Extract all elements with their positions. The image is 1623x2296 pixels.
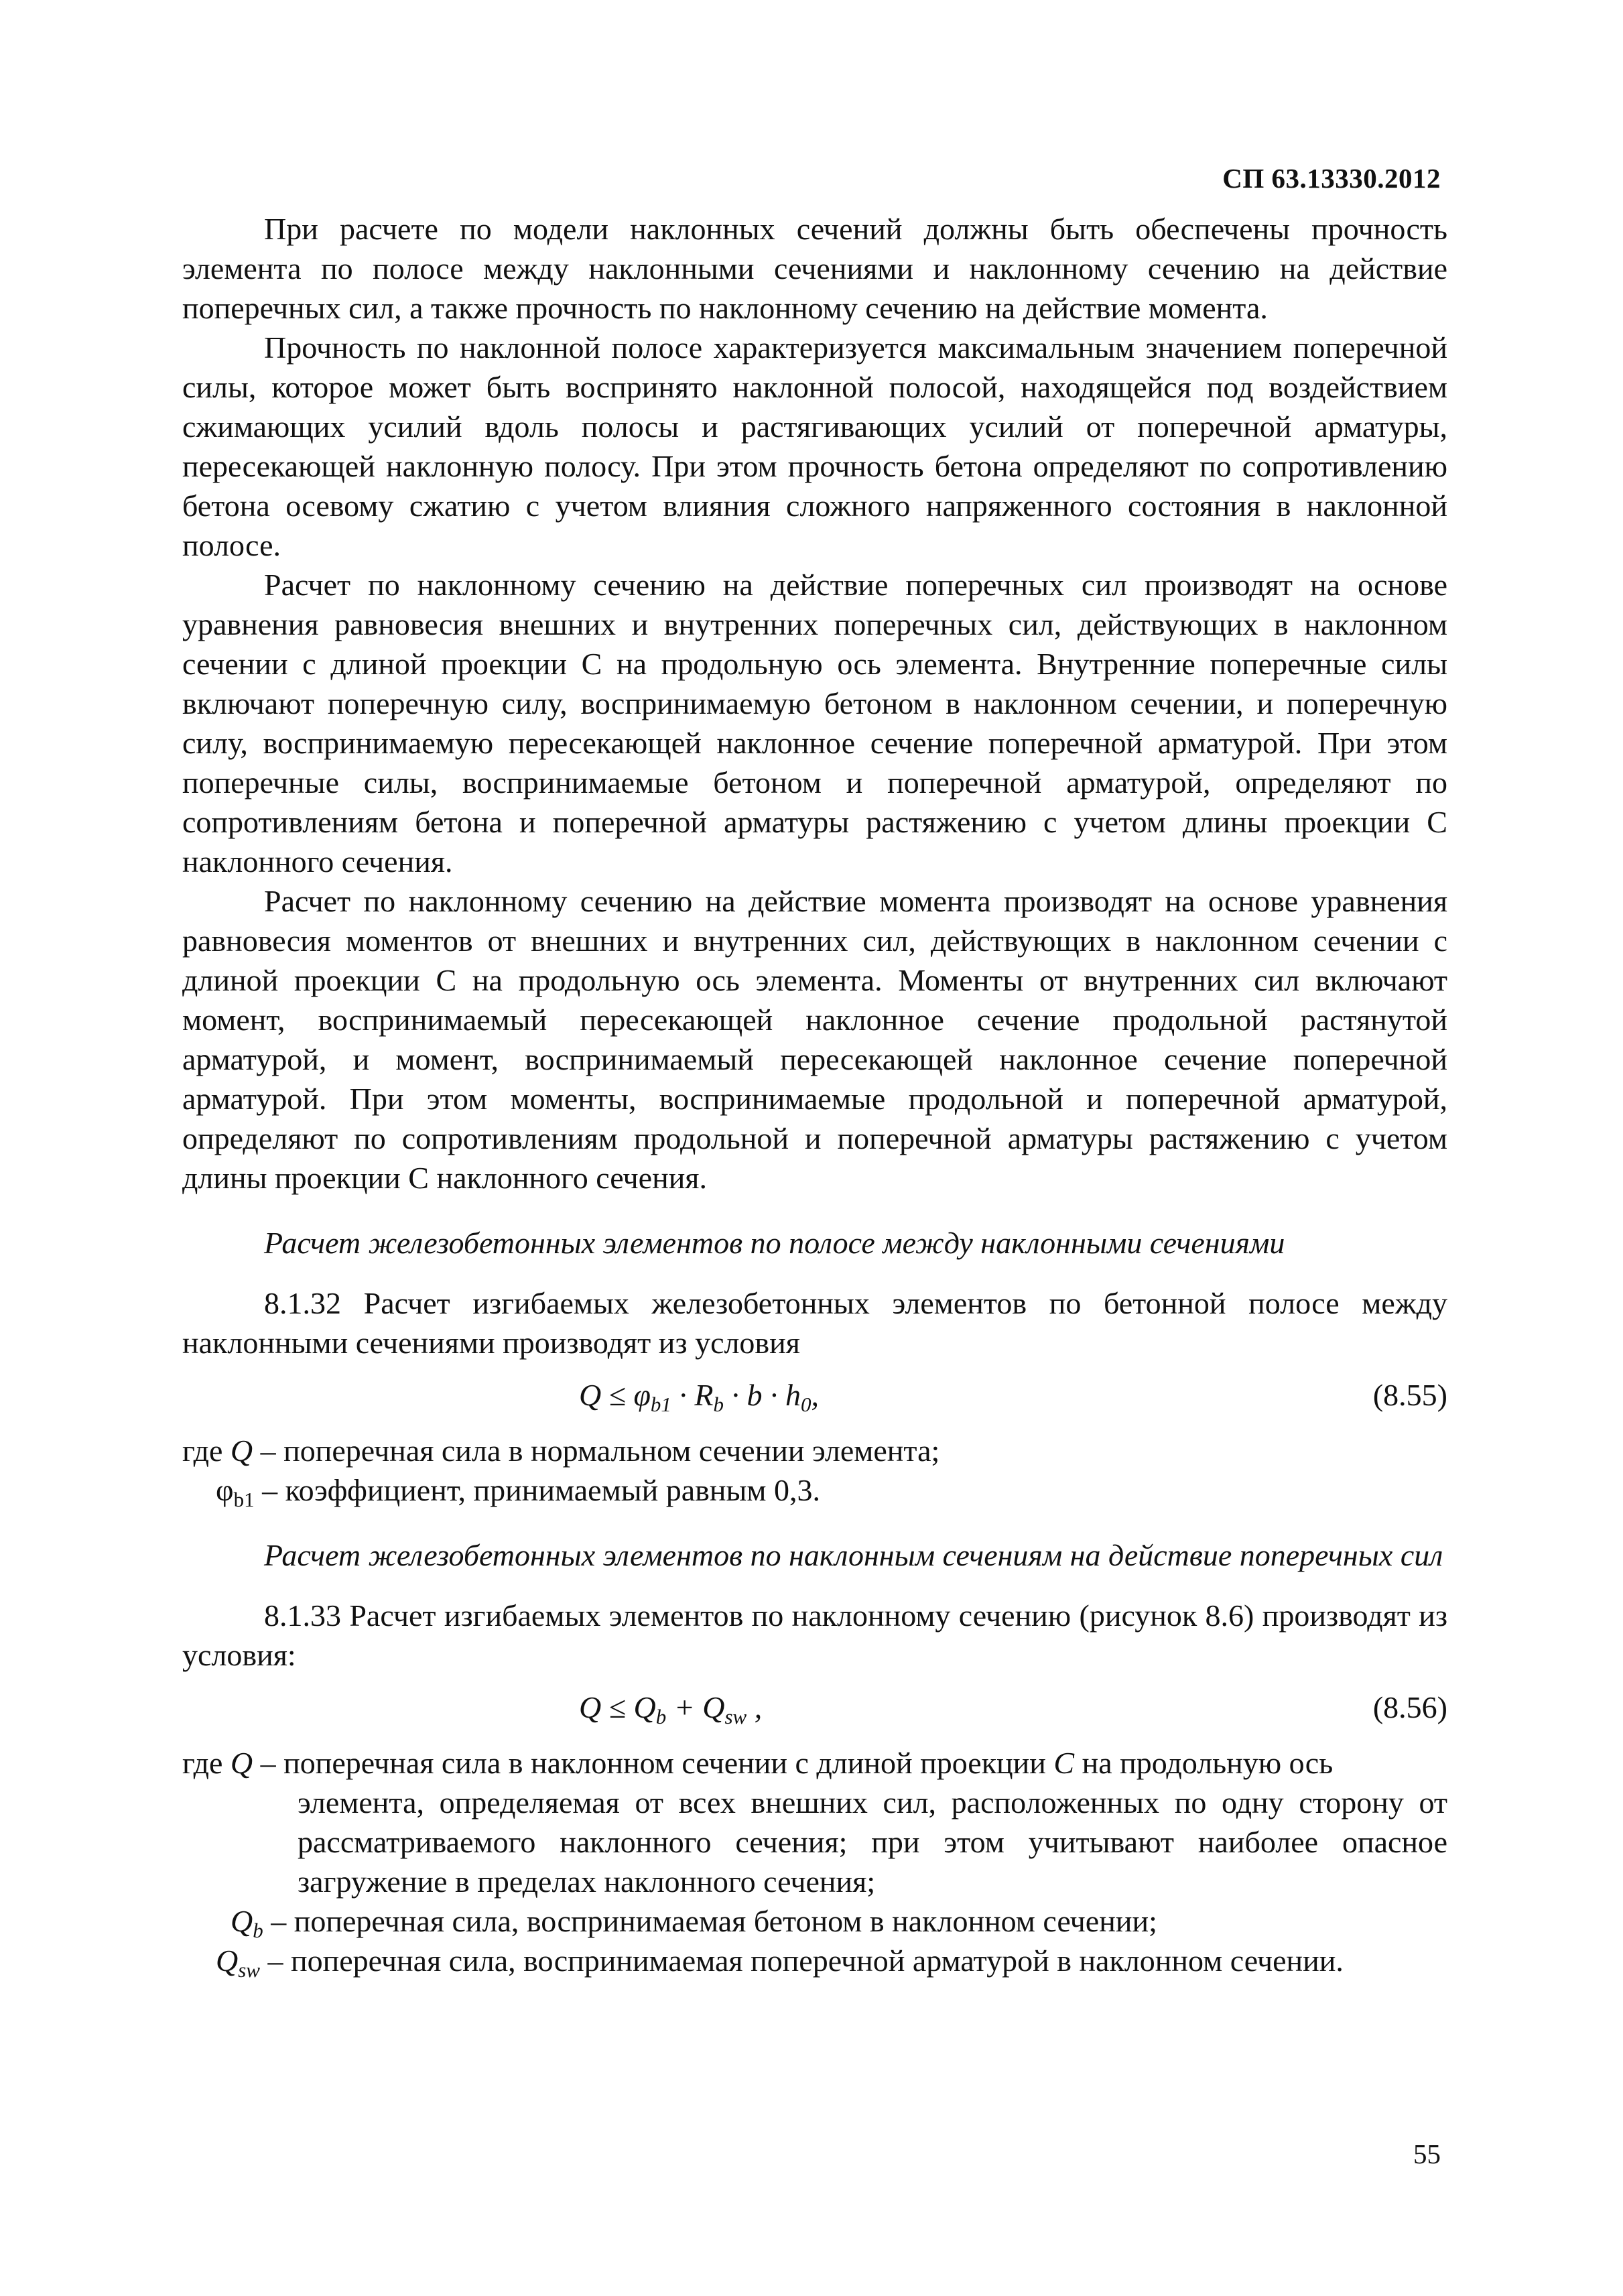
formula-8-55-number: (8.55) bbox=[1372, 1378, 1447, 1412]
definition-q-shear: где Q – поперечная сила в наклонном сечении с длиной проекции С на продольную ось bbox=[182, 1746, 1334, 1780]
formula-8-56-expression: $Q \le Q_b + Q_{sw}$ , bbox=[579, 1690, 763, 1728]
definition-q: где Q – поперечная сила в нормальном сечении элемента; bbox=[182, 1433, 940, 1468]
definitions-8-55 bbox=[182, 1431, 1447, 1510]
definition-qsw: $Q_{sw}$ – поперечная сила, воспринимаемая поперечной арматурой в наклонном сечении. bbox=[216, 1943, 1344, 1982]
definition-phi-b1: $\varphi_{b1}$ – коэффициент, принимаемый равным 0,3. bbox=[216, 1473, 820, 1511]
paragraph-4: Расчет по наклонному сечению на действие момента производят на основе уравнения равновесия моментов от внешних и внутренних сил, действующих в наклонном сечении с длиной проекции С на продольную ось элемента. Моменты от внутренних сил включают момент, воспринимаемый пересекающей наклонное сечение продольной растянутой арматурой, и момент, воспринимаемый пересекающей наклонное сечение поперечной арматурой. При этом моменты, воспринимаемые продольной и поперечной арматурой, определяют по сопротивлениям продольной и поперечной арматуры растяжению с учетом длины проекции С наклонного сечения. bbox=[182, 884, 1447, 1195]
formula-8-55-expression: $Q \le \varphi_{b1} \cdot R_b \cdot b \cdot h_0$, bbox=[579, 1378, 820, 1416]
formula-8-56 bbox=[182, 1687, 1447, 1727]
document-code-header: СП 63.13330.2012 bbox=[1222, 163, 1441, 194]
clause-8-1-33: 8.1.33 Расчет изгибаемых элементов по наклонному сечению (рисунок 8.6) производят из условия: bbox=[182, 1598, 1447, 1672]
formula-8-56-number: (8.56) bbox=[1372, 1690, 1447, 1724]
definitions-8-56 bbox=[182, 1743, 1447, 1980]
clause-8-1-32: 8.1.32 Расчет изгибаемых железобетонных элементов по бетонной полосе между наклонными сечениями производят из условия bbox=[182, 1286, 1447, 1360]
paragraph-1: При расчете по модели наклонных сечений должны быть обеспечены прочность элемента по полосе между наклонными сечениями и наклонному сечению на действие поперечных сил, а также прочность по наклонному сечению на действие момента. bbox=[182, 212, 1447, 325]
definition-qb: $Q_b$ – поперечная сила, воспринимаемая бетоном в наклонном сечении; bbox=[231, 1904, 1157, 1942]
definition-q-shear-continued: элемента, определяемая от всех внешних сил, расположенных по одну сторону от рассматриваемого наклонного сечения; при этом учитывают наиболее опасное загружение в пределах наклонного сечения; bbox=[298, 1785, 1447, 1899]
section-title-shear: Расчет железобетонных элементов по наклонным сечениям на действие поперечных сил bbox=[264, 1538, 1443, 1572]
paragraph-2: Прочность по наклонной полосе характеризуется максимальным значением поперечной силы, которое может быть воспринято наклонной полосой, находящейся под воздействием сжимающих усилий вдоль полосы и растягивающих усилий от поперечной арматуры, пересекающей наклонную полосу. При этом прочность бетона определяют по сопротивлению бетона осевому сжатию с учетом влияния сложного напряженного состояния в наклонной полосе. bbox=[182, 330, 1447, 562]
page-content bbox=[182, 209, 1447, 1980]
page-number: 55 bbox=[1413, 2139, 1441, 2169]
section-title-strip: Расчет железобетонных элементов по полосе между наклонными сечениями bbox=[264, 1226, 1285, 1260]
paragraph-3: Расчет по наклонному сечению на действие поперечных сил производят на основе уравнения равновесия внешних и внутренних поперечных сил, действующих в наклонном сечении с длиной проекции С на продольную ось элемента. Внутренние поперечные силы включают поперечную силу, воспринимаемую бетоном в наклонном сечении, и поперечную силу, воспринимаемую пересекающей наклонное сечение поперечной арматурой. При этом поперечные силы, воспринимаемые бетоном и поперечной арматурой, определяют по сопротивлениям бетона и поперечной арматуры растяжению с учетом длины проекции С наклонного сечения. bbox=[182, 568, 1447, 879]
formula-8-55 bbox=[182, 1375, 1447, 1415]
